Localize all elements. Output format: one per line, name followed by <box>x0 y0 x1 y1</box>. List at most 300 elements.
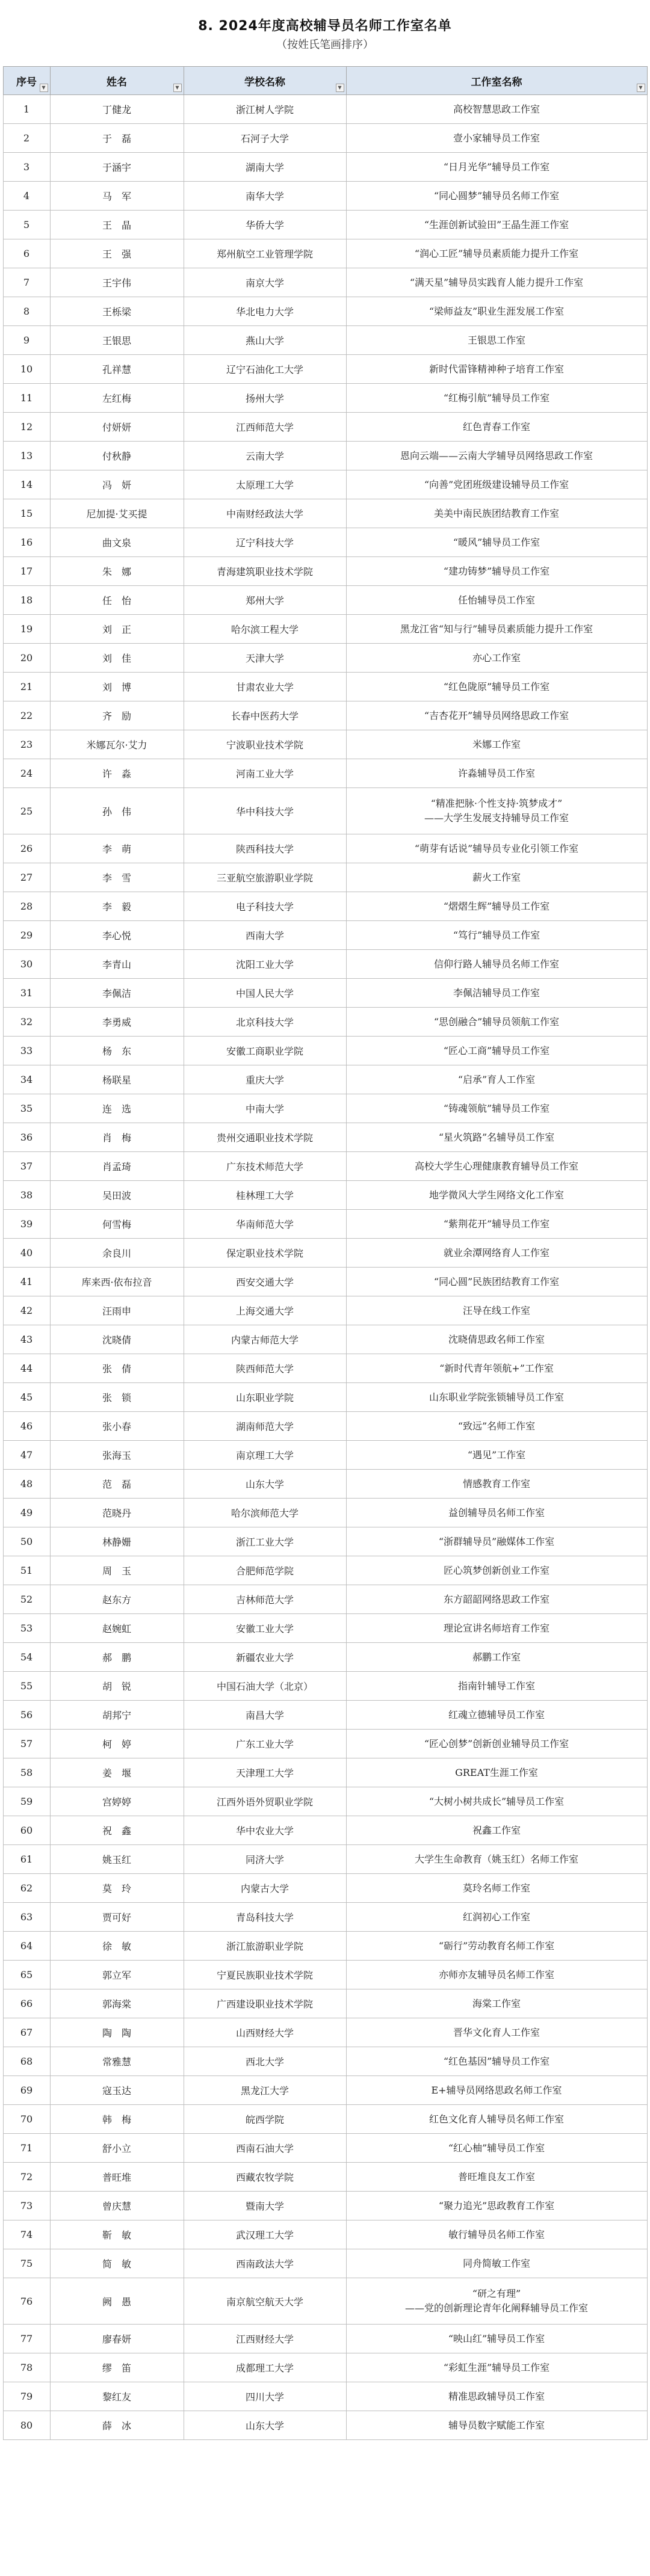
table-row <box>3 1961 647 1989</box>
studio-name-line: ——大学生发展支持辅导员工作室 <box>424 812 569 824</box>
row-studio-cell <box>346 2018 647 2047</box>
row-index-cell: 39 <box>3 1210 50 1239</box>
row-index-cell: 6 <box>3 239 50 268</box>
table-row <box>3 413 647 442</box>
table-row <box>3 788 647 834</box>
filter-dropdown-icon[interactable]: ▼ <box>336 84 344 92</box>
row-index-cell: 23 <box>3 730 50 759</box>
row-name-cell: 余良川 <box>50 1239 184 1268</box>
row-index-cell: 44 <box>3 1354 50 1383</box>
row-school-cell: 内蒙古大学 <box>184 1874 346 1903</box>
row-school-cell: 皖西学院 <box>184 2105 346 2134</box>
row-school-cell: 青海建筑职业技术学院 <box>184 557 346 586</box>
row-index-cell: 71 <box>3 2134 50 2163</box>
row-studio-cell <box>346 1903 647 1932</box>
row-studio-cell <box>346 2382 647 2411</box>
row-studio-cell <box>346 1296 647 1325</box>
row-studio-cell <box>346 1268 647 1296</box>
studio-name-line: “砺行”劳动教育名师工作室 <box>438 1940 555 1952</box>
row-school-cell: 西南大学 <box>184 921 346 950</box>
table-row <box>3 2134 647 2163</box>
filter-dropdown-icon[interactable]: ▼ <box>637 84 645 92</box>
row-studio-cell <box>346 1152 647 1181</box>
row-studio-cell <box>346 1008 647 1037</box>
table-row <box>3 239 647 268</box>
row-school-cell: 沈阳工业大学 <box>184 950 346 979</box>
row-name-cell: 宫婷婷 <box>50 1787 184 1816</box>
table-row <box>3 1470 647 1499</box>
row-studio-cell <box>346 2163 647 2192</box>
row-index-cell: 53 <box>3 1614 50 1643</box>
table-row <box>3 182 647 211</box>
row-name-cell: 范 磊 <box>50 1470 184 1499</box>
row-index-cell: 52 <box>3 1585 50 1614</box>
studio-name-line: “新时代青年领航+”工作室 <box>439 1362 554 1374</box>
table-row <box>3 1672 647 1701</box>
studio-name-line: 信仰行路人辅导员名师工作室 <box>433 958 559 970</box>
row-school-cell: 哈尔滨工程大学 <box>184 615 346 644</box>
table-row <box>3 1383 647 1412</box>
row-name-cell: 米娜瓦尔·艾力 <box>50 730 184 759</box>
table-row <box>3 1441 647 1470</box>
studio-name-line: “笃行”辅导员工作室 <box>453 929 540 941</box>
row-index-cell: 50 <box>3 1527 50 1556</box>
row-index-cell: 35 <box>3 1094 50 1123</box>
studio-name-line: “聚力追光”思政教育工作室 <box>438 2199 555 2211</box>
studio-name-line: E+辅导员网络思政名师工作室 <box>431 2084 562 2096</box>
row-school-cell: 山东职业学院 <box>184 1383 346 1412</box>
row-index-cell: 25 <box>3 788 50 834</box>
row-school-cell: 华中科技大学 <box>184 788 346 834</box>
studio-name-line: 指南针辅导工作室 <box>457 1680 535 1692</box>
row-studio-cell <box>346 1816 647 1845</box>
table-row <box>3 644 647 673</box>
table-row <box>3 1094 647 1123</box>
table-row <box>3 2163 647 2192</box>
table-row <box>3 834 647 863</box>
row-school-cell: 江西财经大学 <box>184 2325 346 2353</box>
row-school-cell: 南京大学 <box>184 268 346 297</box>
table-row <box>3 1123 647 1152</box>
row-studio-cell <box>346 1094 647 1123</box>
row-name-cell: 张 倩 <box>50 1354 184 1383</box>
row-school-cell: 哈尔滨师范大学 <box>184 1499 346 1527</box>
row-name-cell: 胡 锐 <box>50 1672 184 1701</box>
row-name-cell: 王 强 <box>50 239 184 268</box>
studio-name-line: 沈晓倩思政名师工作室 <box>448 1333 545 1345</box>
table-row <box>3 1037 647 1065</box>
studio-name-line: “思创融合”辅导员领航工作室 <box>433 1015 560 1028</box>
row-name-cell: 杨 东 <box>50 1037 184 1065</box>
row-index-cell: 72 <box>3 2163 50 2192</box>
row-school-cell: 安徽工商职业学院 <box>184 1037 346 1065</box>
studio-name-line: 任怡辅导员工作室 <box>457 594 535 606</box>
column-header-studio[interactable] <box>346 67 647 95</box>
row-name-cell: 肖孟琦 <box>50 1152 184 1181</box>
row-school-cell: 长春中医药大学 <box>184 701 346 730</box>
row-name-cell: 左红梅 <box>50 384 184 413</box>
row-name-cell: 李 毅 <box>50 892 184 921</box>
studio-name-line: 精准思政辅导员工作室 <box>448 2390 545 2402</box>
row-school-cell: 三亚航空旅游职业学院 <box>184 863 346 892</box>
studio-name-line: 晋华文化育人工作室 <box>453 2026 540 2038</box>
row-name-cell: 廖春妍 <box>50 2325 184 2353</box>
table-row <box>3 1499 647 1527</box>
studio-name-line: 地学微风大学生网络文化工作室 <box>429 1189 564 1201</box>
row-studio-cell <box>346 1556 647 1585</box>
studio-name-line: 许淼辅导员工作室 <box>457 767 535 779</box>
row-school-cell: 石河子大学 <box>184 124 346 153</box>
column-header-index[interactable] <box>3 67 50 95</box>
row-school-cell: 中国石油大学（北京） <box>184 1672 346 1701</box>
column-header-label: 序号 <box>16 76 37 88</box>
column-header-label: 姓名 <box>107 76 127 88</box>
studio-name-line: “暖风”辅导员工作室 <box>453 536 540 548</box>
row-school-cell: 上海交通大学 <box>184 1296 346 1325</box>
studio-name-line: 黑龙江省“知与行”辅导员素质能力提升工作室 <box>400 623 593 635</box>
row-index-cell: 36 <box>3 1123 50 1152</box>
row-name-cell: 吴田波 <box>50 1181 184 1210</box>
row-school-cell: 华南师范大学 <box>184 1210 346 1239</box>
row-index-cell: 26 <box>3 834 50 863</box>
studio-name-line: 红魂立德辅导员工作室 <box>448 1709 545 1721</box>
row-name-cell: 靳 敏 <box>50 2220 184 2249</box>
row-studio-cell <box>346 1989 647 2018</box>
row-school-cell: 中国人民大学 <box>184 979 346 1008</box>
row-studio-cell <box>346 1787 647 1816</box>
row-name-cell: 简 敏 <box>50 2249 184 2278</box>
table-row <box>3 1239 647 1268</box>
row-index-cell: 51 <box>3 1556 50 1585</box>
row-name-cell: 常雅慧 <box>50 2047 184 2076</box>
row-name-cell: 徐 敏 <box>50 1932 184 1961</box>
row-index-cell: 54 <box>3 1643 50 1672</box>
row-studio-cell <box>346 2411 647 2440</box>
row-name-cell: 孙 伟 <box>50 788 184 834</box>
document-title: 8. 2024年度高校辅导员名师工作室名单 <box>198 19 452 34</box>
studio-name-line: “彩虹生涯”辅导员工作室 <box>443 2361 550 2373</box>
row-name-cell: 付秋静 <box>50 442 184 470</box>
row-school-cell: 安徽工业大学 <box>184 1614 346 1643</box>
row-studio-cell <box>346 788 647 834</box>
row-school-cell: 电子科技大学 <box>184 892 346 921</box>
table-row <box>3 1268 647 1296</box>
document-subtitle: （按姓氏笔画排序） <box>276 39 374 51</box>
row-index-cell: 41 <box>3 1268 50 1296</box>
row-index-cell: 29 <box>3 921 50 950</box>
table-row <box>3 2105 647 2134</box>
row-name-cell: 曾庆慧 <box>50 2192 184 2220</box>
table-row <box>3 1354 647 1383</box>
table-row <box>3 673 647 701</box>
row-school-cell: 四川大学 <box>184 2382 346 2411</box>
table-row <box>3 528 647 557</box>
row-name-cell: 薛 冰 <box>50 2411 184 2440</box>
row-school-cell: 陕西科技大学 <box>184 834 346 863</box>
row-name-cell: 付妍妍 <box>50 413 184 442</box>
row-index-cell: 28 <box>3 892 50 921</box>
row-studio-cell <box>346 863 647 892</box>
row-index-cell: 13 <box>3 442 50 470</box>
row-school-cell: 江西师范大学 <box>184 413 346 442</box>
row-name-cell: 李青山 <box>50 950 184 979</box>
row-school-cell: 湖南大学 <box>184 153 346 182</box>
studio-name-line: 同舟简敏工作室 <box>462 2257 530 2269</box>
row-school-cell: 湖南师范大学 <box>184 1412 346 1441</box>
table-row <box>3 1325 647 1354</box>
table-row <box>3 1527 647 1556</box>
row-name-cell: 姚玉红 <box>50 1845 184 1874</box>
row-name-cell: 刘 博 <box>50 673 184 701</box>
row-studio-cell <box>346 2220 647 2249</box>
row-school-cell: 郑州航空工业管理学院 <box>184 239 346 268</box>
studio-name-line: “紫荆花开”辅导员工作室 <box>443 1218 550 1230</box>
table-row <box>3 470 647 499</box>
row-studio-cell <box>346 1037 647 1065</box>
table-row <box>3 2325 647 2353</box>
table-row <box>3 2076 647 2105</box>
row-name-cell: 缪 笛 <box>50 2353 184 2382</box>
studio-name-line: 就业余潭网络育人工作室 <box>443 1246 549 1259</box>
row-school-cell: 黑龙江大学 <box>184 2076 346 2105</box>
column-header-label: 学校名称 <box>244 76 285 88</box>
row-studio-cell <box>346 1701 647 1730</box>
table-row <box>3 1730 647 1758</box>
table-row <box>3 2278 647 2325</box>
row-index-cell: 55 <box>3 1672 50 1701</box>
row-studio-cell <box>346 2353 647 2382</box>
row-name-cell: 阙 愚 <box>50 2278 184 2325</box>
row-studio-cell <box>346 1181 647 1210</box>
row-studio-cell <box>346 644 647 673</box>
row-studio-cell <box>346 297 647 326</box>
studio-name-line: “润心工匠”辅导员素质能力提升工作室 <box>414 247 579 259</box>
row-studio-cell <box>346 2134 647 2163</box>
row-studio-cell <box>346 2278 647 2325</box>
studio-name-line: 亦心工作室 <box>472 652 521 664</box>
filter-dropdown-icon[interactable]: ▼ <box>173 84 182 92</box>
row-school-cell: 西南石油大学 <box>184 2134 346 2163</box>
row-name-cell: 丁健龙 <box>50 95 184 124</box>
row-name-cell: 库来西·依布拉音 <box>50 1268 184 1296</box>
table-row <box>3 2382 647 2411</box>
studio-name-line: 王银思工作室 <box>467 334 525 346</box>
studio-name-line: 莫玲名师工作室 <box>462 1882 530 1894</box>
row-school-cell: 河南工业大学 <box>184 759 346 788</box>
row-studio-cell <box>346 2249 647 2278</box>
row-studio-cell <box>346 528 647 557</box>
row-name-cell: 舒小立 <box>50 2134 184 2163</box>
table-row <box>3 1412 647 1441</box>
table-row <box>3 921 647 950</box>
row-school-cell: 青岛科技大学 <box>184 1903 346 1932</box>
row-name-cell: 曲文泉 <box>50 528 184 557</box>
row-school-cell: 云南大学 <box>184 442 346 470</box>
row-studio-cell <box>346 1325 647 1354</box>
studio-name-line: “同心圆梦”辅导员名师工作室 <box>433 190 560 202</box>
studio-name-line: 红色文化育人辅导员名师工作室 <box>429 2113 564 2125</box>
studio-name-line: 薪火工作室 <box>472 871 521 883</box>
studio-name-line: 益创辅导员名师工作室 <box>448 1506 545 1518</box>
row-school-cell: 中南大学 <box>184 1094 346 1123</box>
row-index-cell: 33 <box>3 1037 50 1065</box>
table-row <box>3 979 647 1008</box>
row-school-cell: 桂林理工大学 <box>184 1181 346 1210</box>
row-name-cell: 祝 鑫 <box>50 1816 184 1845</box>
row-index-cell: 75 <box>3 2249 50 2278</box>
row-name-cell: 王宇伟 <box>50 268 184 297</box>
row-index-cell: 27 <box>3 863 50 892</box>
row-name-cell: 张小春 <box>50 1412 184 1441</box>
row-school-cell: 天津理工大学 <box>184 1758 346 1787</box>
table-row <box>3 759 647 788</box>
row-studio-cell <box>346 921 647 950</box>
row-school-cell: 辽宁石油化工大学 <box>184 355 346 384</box>
row-school-cell: 贵州交通职业技术学院 <box>184 1123 346 1152</box>
row-studio-cell <box>346 979 647 1008</box>
row-name-cell: 王 晶 <box>50 211 184 239</box>
table-row <box>3 355 647 384</box>
row-index-cell: 74 <box>3 2220 50 2249</box>
row-studio-cell <box>346 355 647 384</box>
filter-dropdown-icon[interactable]: ▼ <box>40 84 48 92</box>
table-row <box>3 863 647 892</box>
studio-name-line: 恩向云端——云南大学辅导员网络思政工作室 <box>400 449 593 461</box>
studio-name-line: “日月光华”辅导员工作室 <box>443 161 550 173</box>
studio-name-line: “匠心创梦”创新创业辅导员工作室 <box>424 1737 569 1749</box>
column-header-school[interactable] <box>184 67 346 95</box>
row-studio-cell <box>346 326 647 355</box>
row-studio-cell <box>346 615 647 644</box>
row-school-cell: 甘肃农业大学 <box>184 673 346 701</box>
row-studio-cell <box>346 673 647 701</box>
row-index-cell: 77 <box>3 2325 50 2353</box>
row-index-cell: 66 <box>3 1989 50 2018</box>
table-body <box>3 95 647 2440</box>
row-school-cell: 山东大学 <box>184 1470 346 1499</box>
row-index-cell: 73 <box>3 2192 50 2220</box>
row-studio-cell <box>346 701 647 730</box>
row-name-cell: 普旺堆 <box>50 2163 184 2192</box>
studio-name-line: 情感教育工作室 <box>462 1478 530 1490</box>
studio-name-line: “萌芽有话说”辅导员专业化引领工作室 <box>414 842 579 854</box>
table-row <box>3 1758 647 1787</box>
row-index-cell: 43 <box>3 1325 50 1354</box>
table-row <box>3 95 647 124</box>
row-studio-cell <box>346 1383 647 1412</box>
row-school-cell: 宁夏民族职业技术学院 <box>184 1961 346 1989</box>
row-studio-cell <box>346 1874 647 1903</box>
studio-name-line: 红润初心工作室 <box>462 1911 530 1923</box>
table-row <box>3 2047 647 2076</box>
row-name-cell: 李佩洁 <box>50 979 184 1008</box>
row-school-cell: 西藏农牧学院 <box>184 2163 346 2192</box>
studio-name-line: 海棠工作室 <box>472 1997 521 2009</box>
studio-list-table <box>3 66 648 2440</box>
studio-name-line: “启承”育人工作室 <box>457 1073 536 1085</box>
studio-name-line: 壹小家辅导员工作室 <box>453 132 540 144</box>
row-studio-cell <box>346 239 647 268</box>
row-studio-cell <box>346 442 647 470</box>
row-studio-cell <box>346 182 647 211</box>
row-studio-cell <box>346 268 647 297</box>
row-studio-cell <box>346 211 647 239</box>
row-name-cell: 胡邦宁 <box>50 1701 184 1730</box>
row-school-cell: 中南财经政法大学 <box>184 499 346 528</box>
row-index-cell: 46 <box>3 1412 50 1441</box>
row-studio-cell <box>346 1932 647 1961</box>
row-studio-cell <box>346 586 647 615</box>
column-header-name[interactable] <box>50 67 184 95</box>
row-index-cell: 78 <box>3 2353 50 2382</box>
row-name-cell: 柯 婷 <box>50 1730 184 1758</box>
row-name-cell: 贾可好 <box>50 1903 184 1932</box>
studio-name-line: “匠心工商”辅导员工作室 <box>443 1044 550 1056</box>
row-studio-cell <box>346 1441 647 1470</box>
row-name-cell: 刘 佳 <box>50 644 184 673</box>
row-index-cell: 12 <box>3 413 50 442</box>
table-row <box>3 384 647 413</box>
table-row <box>3 268 647 297</box>
row-name-cell: 范晓丹 <box>50 1499 184 1527</box>
row-index-cell: 15 <box>3 499 50 528</box>
row-school-cell: 南昌大学 <box>184 1701 346 1730</box>
row-name-cell: 李勇威 <box>50 1008 184 1037</box>
table-row <box>3 2353 647 2382</box>
row-studio-cell <box>346 1585 647 1614</box>
studio-name-line: 李佩洁辅导员工作室 <box>453 987 540 999</box>
row-studio-cell <box>346 730 647 759</box>
row-school-cell: 浙江树人学院 <box>184 95 346 124</box>
table-row <box>3 730 647 759</box>
table-row <box>3 701 647 730</box>
studio-name-line: 祝鑫工作室 <box>472 1824 521 1836</box>
row-studio-cell <box>346 1354 647 1383</box>
row-index-cell: 59 <box>3 1787 50 1816</box>
table-row <box>3 1181 647 1210</box>
row-studio-cell <box>346 2325 647 2353</box>
row-name-cell: 任 怡 <box>50 586 184 615</box>
row-school-cell: 郑州大学 <box>184 586 346 615</box>
row-name-cell: 王银思 <box>50 326 184 355</box>
row-name-cell: 李心悦 <box>50 921 184 950</box>
table-row <box>3 950 647 979</box>
row-name-cell: 何雪梅 <box>50 1210 184 1239</box>
table-row <box>3 1903 647 1932</box>
row-index-cell: 22 <box>3 701 50 730</box>
row-name-cell: 周 玉 <box>50 1556 184 1585</box>
studio-name-line: 普旺堆良友工作室 <box>457 2171 535 2183</box>
table-row <box>3 1874 647 1903</box>
table-row <box>3 2249 647 2278</box>
row-index-cell: 9 <box>3 326 50 355</box>
row-index-cell: 7 <box>3 268 50 297</box>
row-name-cell: 郭立军 <box>50 1961 184 1989</box>
row-studio-cell <box>346 2047 647 2076</box>
row-index-cell: 57 <box>3 1730 50 1758</box>
row-index-cell: 40 <box>3 1239 50 1268</box>
row-studio-cell <box>346 95 647 124</box>
studio-name-line: “满天星”辅导员实践育人能力提升工作室 <box>409 276 584 288</box>
row-studio-cell <box>346 557 647 586</box>
studio-name-line: 高校大学生心理健康教育辅导员工作室 <box>414 1160 578 1172</box>
row-school-cell: 保定职业技术学院 <box>184 1239 346 1268</box>
table-row <box>3 2192 647 2220</box>
row-studio-cell <box>346 1758 647 1787</box>
row-studio-cell <box>346 950 647 979</box>
row-index-cell: 37 <box>3 1152 50 1181</box>
row-school-cell: 广东工业大学 <box>184 1730 346 1758</box>
